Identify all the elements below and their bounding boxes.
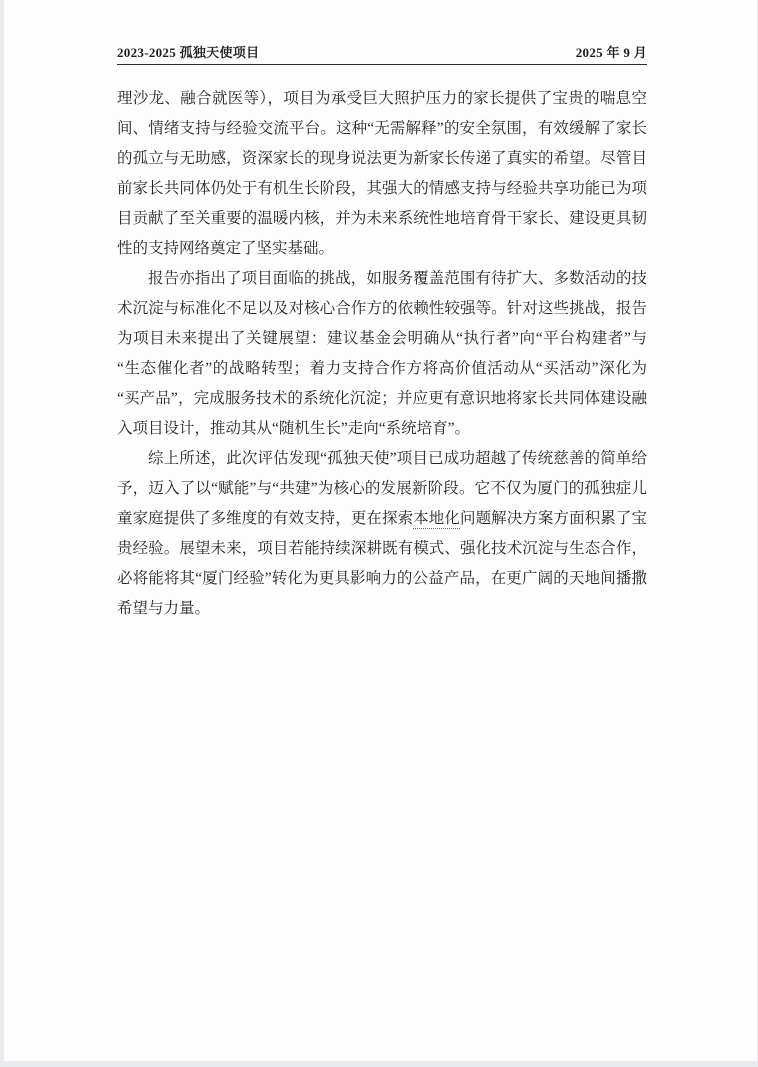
conclusion-text-after: 问题解决方案方面积累了宝贵经验。展望未来，项目若能持续深耕既有模式、强化技术沉淀与生态合作，必将能将其“厦门经验”转化为更具影响力的公益产品，在更广阔的天地间播撒希望与力量。 (117, 510, 647, 617)
paragraph-parent-support: 理沙龙、融合就医等），项目为承受巨大照护压力的家长提供了宝贵的喘息空间、情绪支持与经验交流平台。这种“无需解释”的安全氛围，有效缓解了家长的孤立与无助感，资深家长的现身说法更为新家长传递了真实的希望。尽管目前家长共同体仍处于有机生长阶段，其强大的情感支持与经验共享功能已为项目贡献了至关重要的温暖内核，并为未来系统性地培育骨干家长、建设更具韧性的支持网络奠定了坚实基础。 (117, 90, 647, 257)
document-page (4, 0, 757, 1061)
paragraph-challenges-outlook: 报告亦指出了项目面临的挑战，如服务覆盖范围有待扩大、多数活动的技术沉淀与标准化不足以及对核心合作方的依赖性较强等。针对这些挑战，报告为项目未来提出了关键展望：建议基金会明确从“执行者”向“平台构建者”与“生态催化者”的战略转型；着力支持合作方将高价值活动从“买活动”深化为“买产品”，完成服务技术的系统化沉淀；并应更有意识地将家长共同体建设融入项目设计，推动其从“随机生长”走向“系统培育”。 (117, 270, 647, 437)
page-header (117, 42, 647, 65)
header-date: 2025 年 9 月 (575, 45, 647, 60)
paragraph-conclusion (117, 444, 647, 624)
conclusion-text-before: 综上所述，此次评估发现“孤独天使”项目已成功超越了传统慈善的简单给予，迈入了以“赋能”与“共建”为核心的发展新阶段。它不仅为厦门的孤独症儿童家庭提供了多维度的有效支持，更在探索 (117, 450, 647, 527)
proofing-underlined-term: 本地化 (413, 510, 460, 527)
document-body (117, 84, 647, 624)
header-project-title: 2023-2025 孤独天使项目 (117, 45, 260, 60)
